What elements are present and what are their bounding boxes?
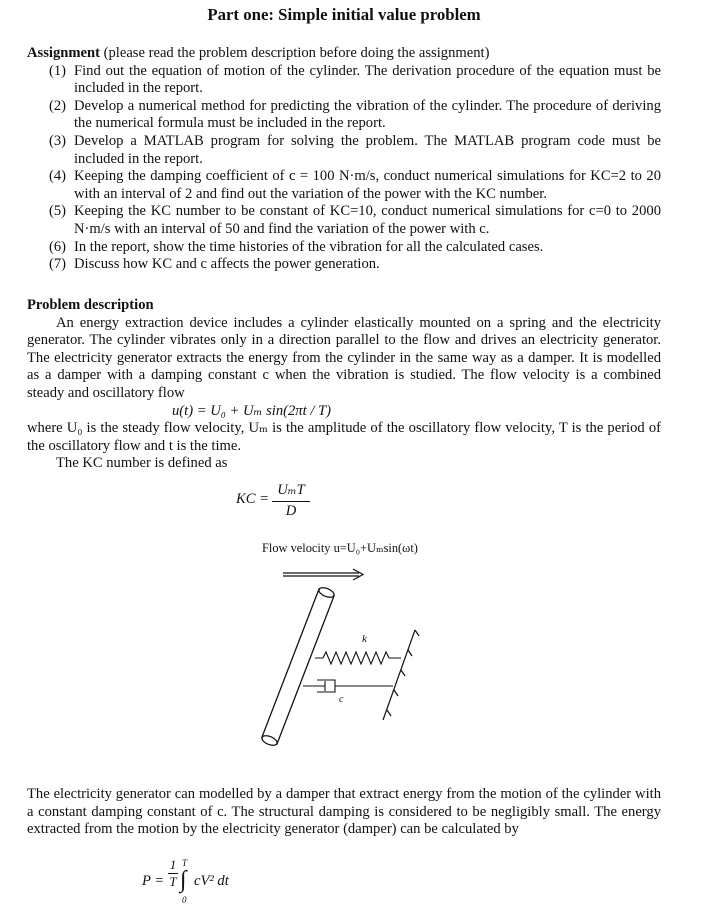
- problem-paragraph-3: The KC number is defined as: [56, 455, 228, 472]
- damper-label: c: [339, 694, 344, 705]
- power-denominator: T: [169, 874, 177, 889]
- list-item-text: Keeping the KC number to be constant of KC=10, conduct numerical simulations for c=0 to 2000 N·m/s with an interval of 50 and find the variation of the power with c.: [74, 203, 661, 237]
- page-title: Part one: Simple initial value problem: [207, 5, 481, 24]
- power-lhs: P =: [142, 873, 165, 889]
- list-item: [27, 203, 661, 238]
- list-item-number: (7): [49, 256, 67, 273]
- list-item: [27, 98, 661, 133]
- list-item-text: Develop a MATLAB program for solving the problem. The MATLAB program code must be included in the report.: [74, 132, 661, 167]
- problem-section: [27, 297, 661, 473]
- power-equation: [142, 858, 282, 908]
- integral-lower-limit: 0: [182, 895, 187, 905]
- power-fraction: [168, 858, 178, 889]
- assignment-heading: Assignment: [27, 45, 100, 61]
- list-item-number: (3): [49, 132, 67, 149]
- list-item: [27, 256, 661, 274]
- damper-icon: [303, 680, 393, 692]
- bottom-paragraph: The electricity generator can modelled by a damper that extract energy from the motion of the cylinder with a constant damping constant of c. The structural damping is considered to be negligibly small. The energy extracted from the motion by the electricity generator (damper) can be calculated by: [27, 786, 661, 838]
- fraction-bar: [272, 501, 310, 502]
- kc-fraction: [272, 482, 310, 520]
- wall-icon: [383, 630, 419, 720]
- list-item-text: Develop a numerical method for predicting the vibration of the cylinder. The procedure of deriving the numerical formula must be included in the report.: [74, 97, 661, 132]
- flow-direction-arrow-icon: [283, 569, 363, 580]
- assignment-intro: (please read the problem description before doing the assignment): [99, 45, 490, 61]
- kc-numerator: UₘT: [277, 482, 305, 498]
- problem-paragraph-1: An energy extraction device includes a cylinder elastically mounted on a spring and the electricity generator. The cylinder vibrates only in a direction parallel to the flow and drives an electricity generator. The electricity generator extracts the energy from the cylinder in the same way as a damper. It is modelled as a damper with a damping constant c when the vibration is studied. The flow velocity is a combined steady and oscillatory flow: [27, 314, 661, 401]
- list-item-text: Keeping the damping coefficient of c = 100 N·m/s, conduct numerical simulations for KC=2 to 20 with an interval of 2 and find out the variation of the power with the KC number.: [74, 168, 661, 202]
- list-item-text: Find out the equation of motion of the cylinder. The derivation procedure of the equation must be included in the report.: [74, 62, 661, 97]
- kc-equation: [236, 482, 356, 524]
- problem-heading: Problem description: [27, 297, 154, 313]
- list-item-number: (6): [49, 238, 67, 255]
- kc-equation-lhs: KC =: [236, 491, 269, 507]
- list-item-number: (1): [49, 62, 67, 79]
- list-item-number: (4): [49, 168, 67, 185]
- list-item: [27, 133, 661, 168]
- list-item: [27, 168, 661, 203]
- figure-caption: Flow velocity u=U₀+Uₘsin(ωt): [262, 541, 418, 555]
- spring-icon: [315, 652, 401, 664]
- assignment-section: [27, 45, 661, 274]
- spring-label: k: [362, 633, 367, 645]
- list-item: [27, 63, 661, 98]
- problem-paragraph-2: where U₀ is the steady flow velocity, Uₘ is the amplitude of the oscillatory flow velocity, T is the period of the oscillatory flow and t is the time.: [27, 420, 661, 454]
- assignment-heading-line: [27, 45, 661, 63]
- list-item-text: In the report, show the time histories of the vibration for all the calculated cases.: [74, 238, 544, 255]
- power-numerator: 1: [169, 857, 177, 872]
- cylinder-icon: [261, 586, 336, 747]
- list-item: [27, 239, 661, 257]
- flow-velocity-equation: u(t) = U₀ + Uₘ sin(2πt / T): [172, 402, 331, 419]
- kc-denominator: D: [285, 502, 297, 519]
- cylinder-spring-damper-diagram: [255, 560, 425, 760]
- list-item-number: (5): [49, 203, 67, 220]
- integral-sign-icon: ∫: [180, 867, 187, 893]
- power-integrand: cV² dt: [194, 873, 229, 889]
- assignment-list: [27, 63, 661, 274]
- integral-upper-limit: T: [182, 858, 188, 868]
- list-item-text: Discuss how KC and c affects the power generation.: [74, 256, 380, 273]
- list-item-number: (2): [49, 97, 67, 114]
